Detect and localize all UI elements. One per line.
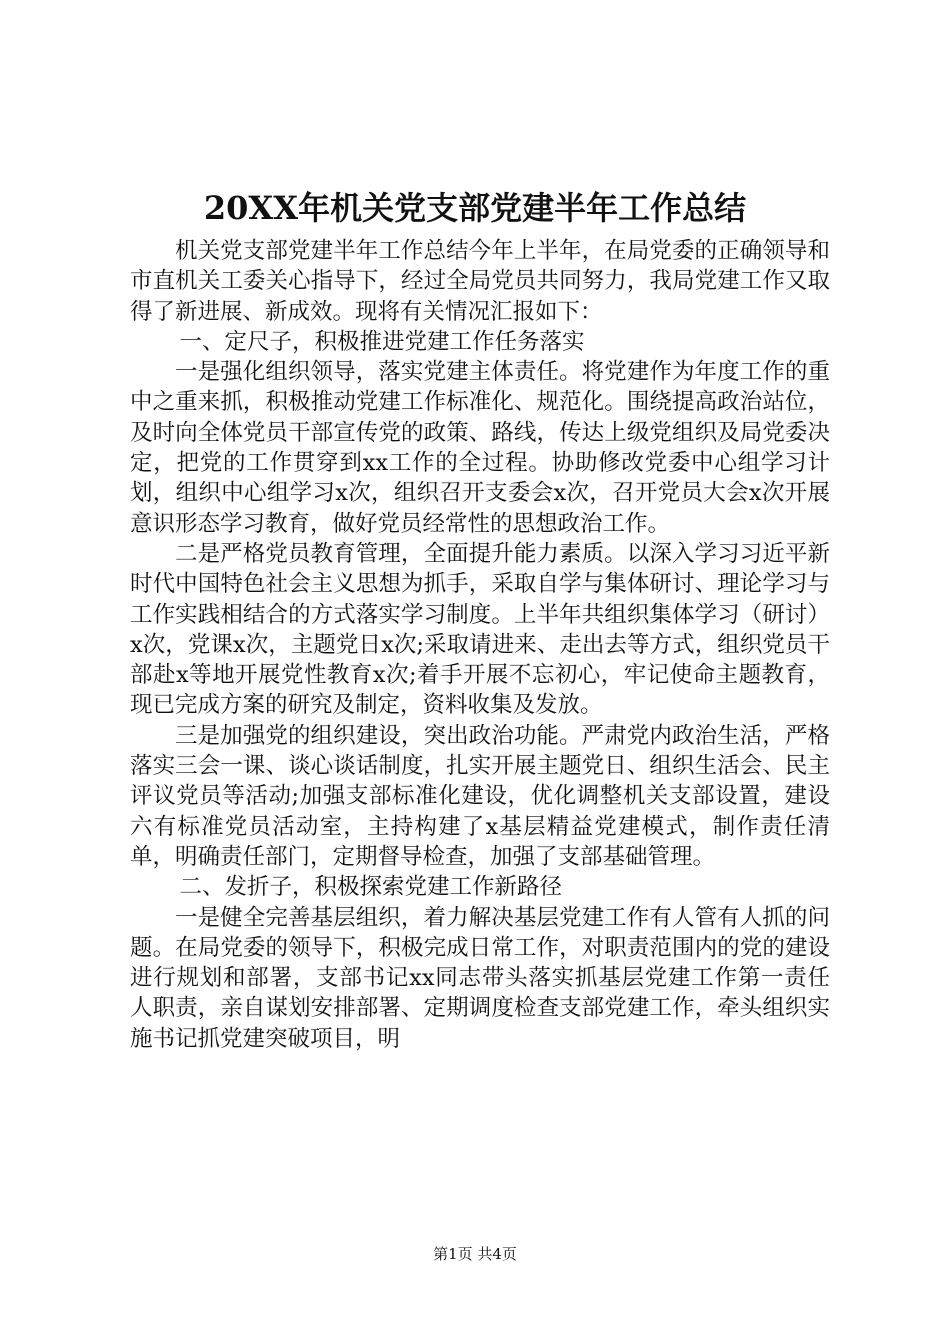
section-heading-1: 一、定尺子，积极推进党建工作任务落实: [179, 328, 585, 355]
document-title: 20XX年机关党支部党建半年工作总结: [203, 189, 747, 227]
body-paragraph: 二是严格党员教育管理，全面提升能力素质。以深入学习习近平新时代中国特色社会主义思想为抓手，采取自学与集体研讨、理论学习与工作实践相结合的方式落实学习制度。上半年共组织集体学习（研讨）x次，党课x次，主题党日x次;采取请进来、走出去等方式，组织党员干部赴x等地开展党性教育x次;着手开展不忘初心，牢记使命主题教育，现已完成方案的研究及制定，资料收集及发放。: [130, 540, 830, 719]
document-body: [130, 236, 830, 1054]
page-number-footer: 第1页 共4页: [433, 1245, 517, 1263]
body-paragraph: 一是健全完善基层组织，着力解决基层党建工作有人管有人抓的问题。在局党委的领导下，积极完成日常工作，对职责范围内的党的建设进行规划和部署，支部书记xx同志带头落实抓基层党建工作第一责任人职责，亲自谋划安排部署、定期调度检查支部党建工作，牵头组织实施书记抓党建突破项目，明: [130, 904, 830, 1052]
intro-paragraph: 机关党支部党建半年工作总结今年上半年，在局党委的正确领导和市直机关工委关心指导下，经过全局党员共同努力，我局党建工作又取得了新进展、新成效。现将有关情况汇报如下：: [130, 238, 830, 325]
body-paragraph: 一是强化组织领导，落实党建主体责任。将党建作为年度工作的重中之重来抓，积极推动党建工作标准化、规范化。围绕提高政治站位，及时向全体党员干部宣传党的政策、路线，传达上级党组织及局党委决定，把党的工作贯穿到xx工作的全过程。协助修改党委中心组学习计划，组织中心组学习x次，组织召开支委会x次，召开党员大会x次开展意识形态学习教育，做好党员经常性的思想政治工作。: [130, 359, 830, 537]
body-paragraph: 三是加强党的组织建设，突出政治功能。严肃党内政治生活，严格落实三会一课、谈心谈话制度，扎实开展主题党日、组织生活会、民主评议党员等活动;加强支部标准化建设，优化调整机关支部设置，建设六有标准党员活动室，主持构建了x基层精益党建模式，制作责任清单，明确责任部门，定期督导检查，加强了支部基础管理。: [130, 722, 830, 870]
section-heading-2: 二、发折子，积极探索党建工作新路径: [179, 874, 563, 901]
